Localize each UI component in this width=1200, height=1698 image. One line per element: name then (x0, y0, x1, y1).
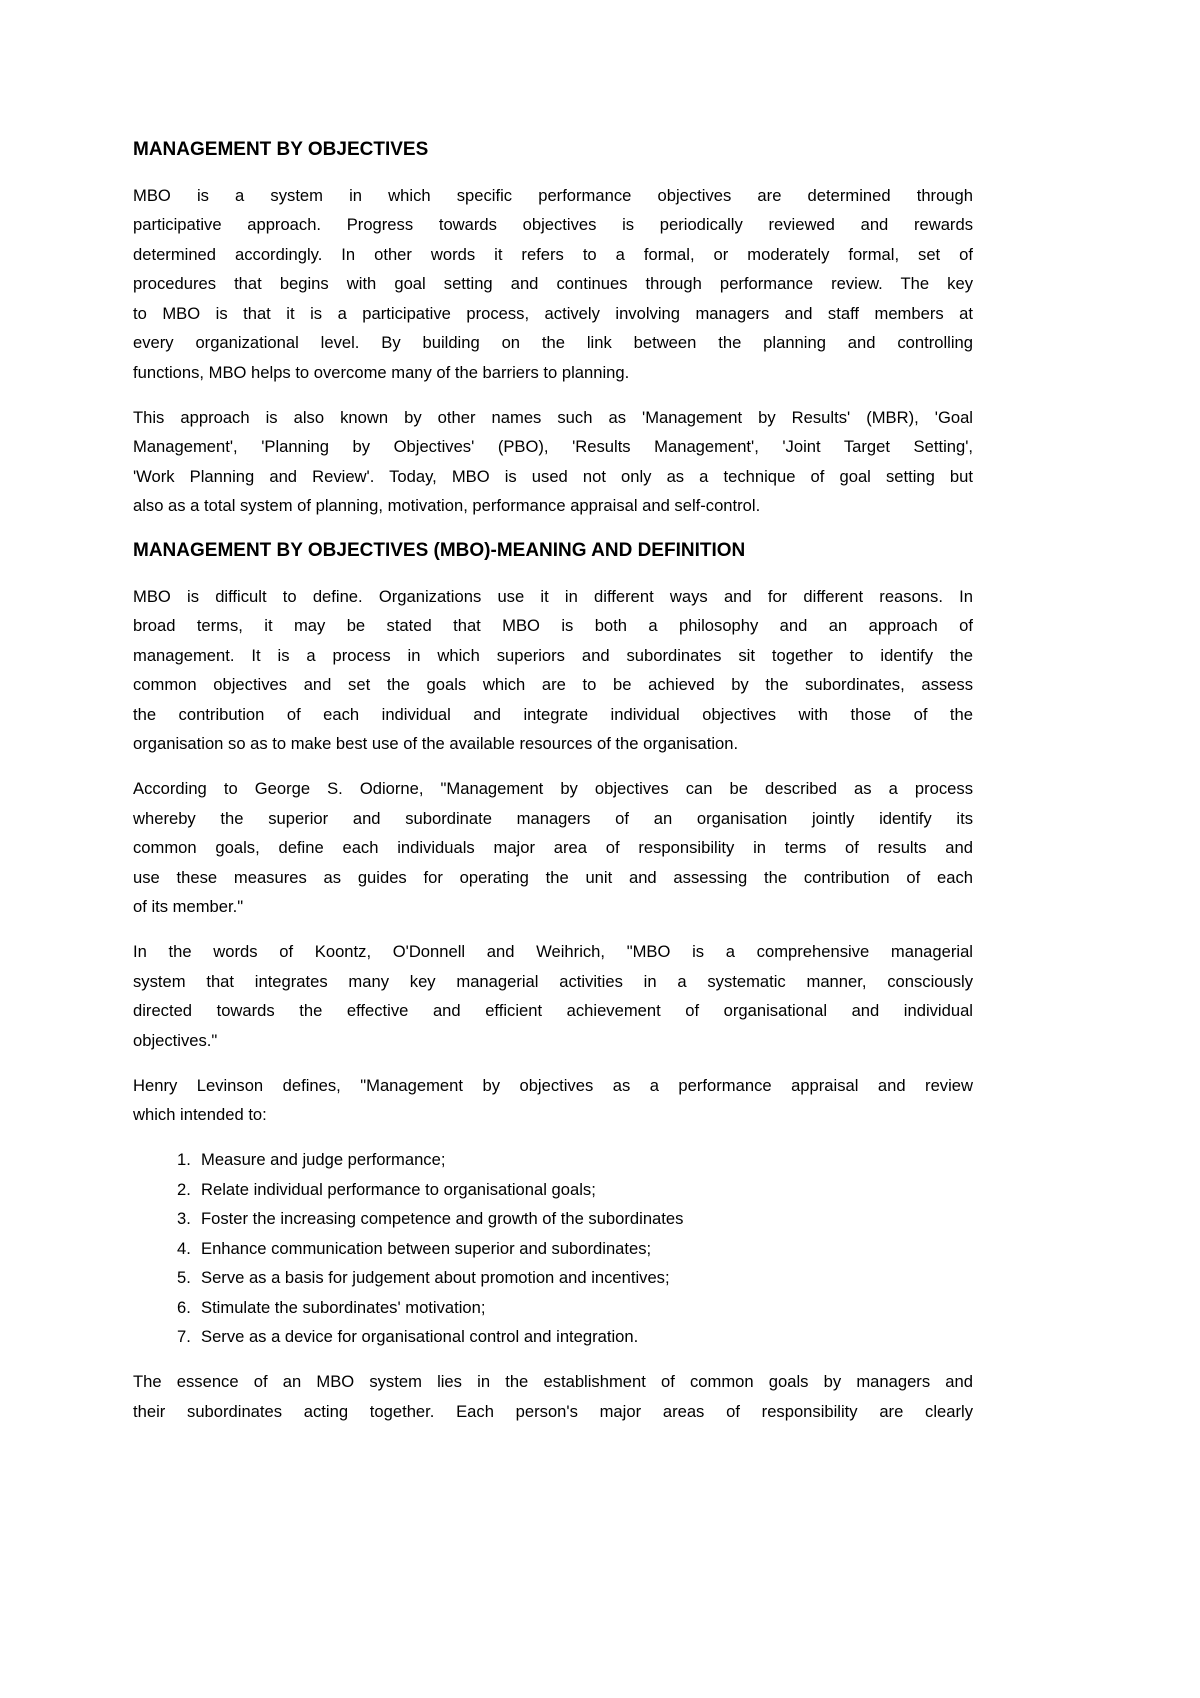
text-line: common goals, define each individuals major area of responsibility in terms of results and (133, 838, 973, 857)
heading-management-by-objectives: MANAGEMENT BY OBJECTIVES (133, 139, 429, 160)
text-line: organisation so as to make best use of the available resources of the organisation. (133, 734, 739, 753)
text-line: 'Work Planning and Review'. Today, MBO is used not only as a technique of goal setting but (133, 466, 973, 486)
text-line: functions, MBO helps to overcome many of the barriers to planning. (133, 362, 630, 382)
text-line: The essence of an MBO system lies in the establishment of common goals by managers and (133, 1372, 973, 1391)
text-line: common objectives and set the goals which are to be achieved by the subordinates, assess (133, 675, 973, 694)
paragraph-odiorne (133, 774, 973, 922)
list-item-text: Enhance communication between superior and subordinates; (201, 1238, 652, 1258)
text-line: directed towards the effective and efficient achievement of organisational and individual (133, 1001, 973, 1020)
text-line: objectives." (133, 1030, 218, 1050)
list-item-text: Serve as a basis for judgement about promotion and incentives; (201, 1268, 670, 1287)
text-line: use these measures as guides for operating the unit and assessing the contribution of each (133, 867, 973, 887)
list-item-number: 2. (177, 1179, 191, 1199)
document-page (133, 135, 973, 1442)
paragraph-essence (133, 1367, 973, 1426)
list-item-number: 3. (177, 1209, 191, 1228)
list-item (133, 1175, 973, 1205)
list-item-number: 5. (177, 1268, 191, 1287)
text-line: to MBO is that it is a participative process, actively involving managers and staff members at (133, 303, 973, 323)
text-line: MBO is difficult to define. Organizations use it in different ways and for different reasons. In (133, 586, 973, 606)
text-line: MBO is a system in which specific performance objectives are determined through (133, 185, 973, 205)
text-line: procedures that begins with goal setting and continues through performance review. The key (133, 274, 973, 293)
text-line: Henry Levinson defines, "Management by objectives as a performance appraisal and review (133, 1075, 973, 1095)
list-item (133, 1204, 973, 1234)
list-item-text: Foster the increasing competence and growth of the subordinates (201, 1209, 684, 1228)
numbered-list (133, 1145, 973, 1352)
list-item-text: Measure and judge performance; (201, 1150, 446, 1169)
text-line: system that integrates many key managerial activities in a systematic manner, consciously (133, 971, 973, 991)
paragraph-intro (133, 181, 973, 388)
list-item (133, 1234, 973, 1264)
list-item-number: 6. (177, 1297, 191, 1317)
list-item-number: 1. (177, 1150, 191, 1169)
text-line: of its member." (133, 897, 244, 916)
list-item-number: 4. (177, 1238, 191, 1258)
text-line: Management', 'Planning by Objectives' (PBO), 'Results Management', 'Joint Target Setting', (133, 437, 973, 456)
list-item-text: Stimulate the subordinates' motivation; (201, 1297, 486, 1317)
text-line: In the words of Koontz, O'Donnell and Weihrich, "MBO is a comprehensive managerial (133, 942, 973, 961)
paragraph-koontz (133, 937, 973, 1055)
paragraph-levinson (133, 1071, 973, 1130)
list-item (133, 1293, 973, 1323)
text-line: management. It is a process in which superiors and subordinates sit together to identify the (133, 645, 973, 665)
list-item (133, 1322, 973, 1352)
paragraph-other-names (133, 403, 973, 521)
text-line: their subordinates acting together. Each person's major areas of responsibility are clearly (133, 1401, 973, 1421)
text-line: every organizational level. By building on the link between the planning and controlling (133, 333, 973, 352)
text-line: broad terms, it may be stated that MBO is both a philosophy and an approach of (133, 616, 973, 635)
text-line: whereby the superior and subordinate managers of an organisation jointly identify its (133, 808, 973, 828)
paragraph-definition (133, 582, 973, 759)
text-line: This approach is also known by other names such as 'Management by Results' (MBR), 'Goal (133, 407, 973, 427)
list-item-text: Relate individual performance to organisational goals; (201, 1179, 596, 1199)
list-item-number: 7. (177, 1327, 191, 1346)
text-line: determined accordingly. In other words it refers to a formal, or moderately formal, set of (133, 244, 973, 264)
text-line: the contribution of each individual and integrate individual objectives with those of the (133, 704, 973, 724)
text-line: According to George S. Odiorne, "Management by objectives can be described as a process (133, 779, 973, 798)
heading-meaning-definition: MANAGEMENT BY OBJECTIVES (MBO)-MEANING AND DEFINITION (133, 540, 746, 561)
list-item (133, 1263, 973, 1293)
list-item-text: Serve as a device for organisational control and integration. (201, 1327, 639, 1346)
list-item (133, 1145, 973, 1175)
text-line: participative approach. Progress towards objectives is periodically reviewed and rewards (133, 215, 973, 234)
text-line: which intended to: (133, 1105, 267, 1124)
text-line: also as a total system of planning, motivation, performance appraisal and self-control. (133, 496, 761, 515)
